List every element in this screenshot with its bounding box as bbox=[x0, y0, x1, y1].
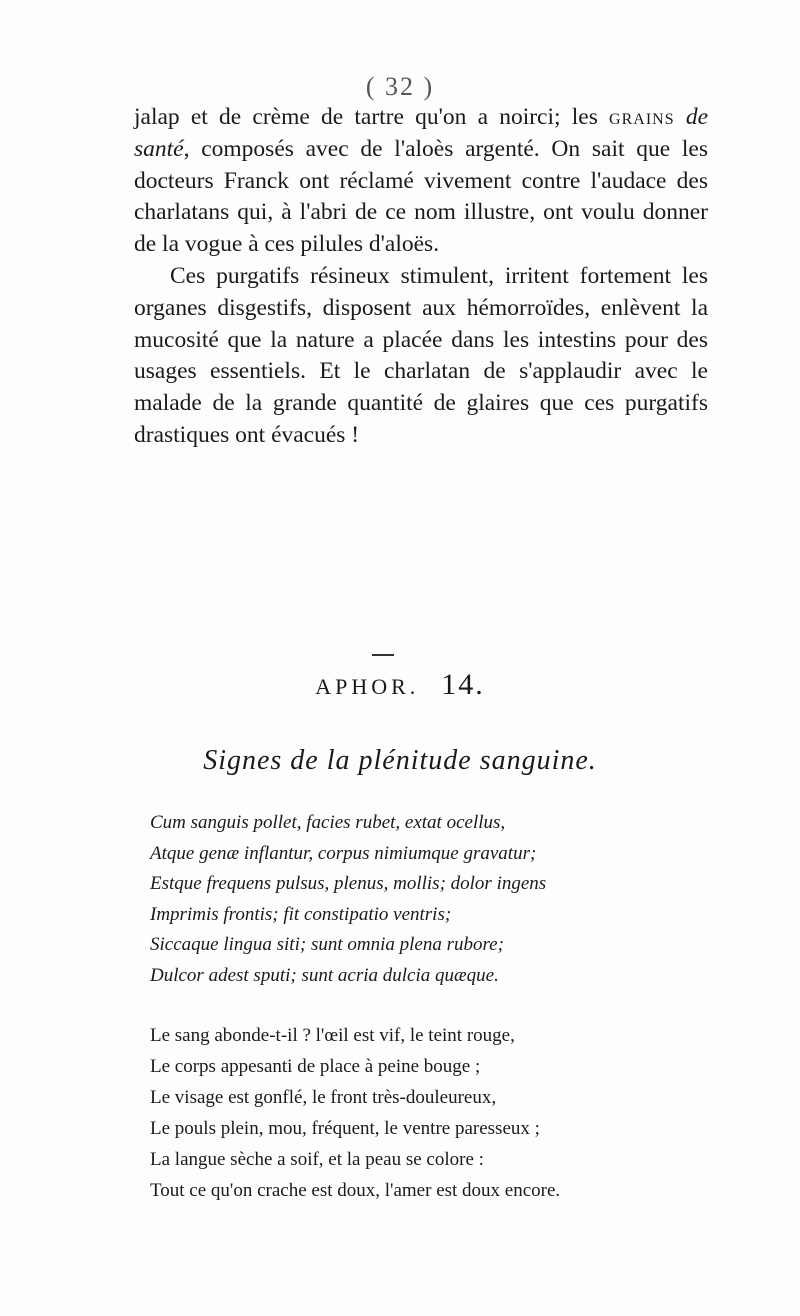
aphorism-heading bbox=[0, 668, 800, 702]
paragraph-1 bbox=[134, 102, 708, 261]
aphorism-number: 14. bbox=[441, 668, 485, 701]
french-line: Le corps appesanti de place à peine bouge ; bbox=[150, 1056, 481, 1077]
french-line: Le visage est gonflé, le front très-douleureux, bbox=[150, 1087, 497, 1108]
latin-line: Siccaque lingua siti; sunt omnia plena rubore; bbox=[150, 934, 504, 955]
latin-line: Imprimis frontis; fit constipatio ventris; bbox=[150, 903, 452, 925]
latin-line: Atque genæ inflantur, corpus nimiumque gravatur; bbox=[150, 842, 537, 864]
french-line: Le pouls plein, mou, fréquent, le ventre paresseux ; bbox=[150, 1118, 540, 1139]
paragraph-1-italic: de santé bbox=[134, 104, 708, 162]
paragraph-1-small-caps: grains bbox=[609, 104, 675, 130]
french-line: Le sang abonde-t-il ? l'œil est vif, le teint rouge, bbox=[150, 1025, 515, 1046]
prose-body bbox=[134, 102, 708, 452]
french-line: Tout ce qu'on crache est doux, l'amer est doux encore. bbox=[150, 1180, 561, 1201]
paragraph-1-lead: jalap et de crème de tartre qu'on a noirci; les bbox=[134, 104, 610, 130]
latin-line: Dulcor adest sputi; sunt acria dulcia quæque. bbox=[150, 964, 499, 986]
french-line: La langue sèche a soif, et la peau se colore : bbox=[150, 1149, 484, 1170]
section-title: Signes de la plénitude sanguine. bbox=[203, 745, 597, 776]
latin-line: Cum sanguis pollet, facies rubet, extat ocellus, bbox=[150, 812, 506, 833]
page-number: ( 32 ) bbox=[365, 72, 435, 101]
latin-verse bbox=[150, 808, 730, 991]
aphorism-label: APHOR. bbox=[315, 674, 420, 699]
section-divider bbox=[372, 654, 394, 656]
french-verse bbox=[150, 1020, 730, 1206]
paragraph-1-rest: , composés avec de l'aloès argenté. On sait que les docteurs Franck ont réclamé vivement contre l'audace des charlatans qui, à l'abri de ce nom illustre, ont voulu donner de la vogue à ces pilules d'aloës. bbox=[134, 135, 708, 258]
paragraph-2: Ces purgatifs résineux stimulent, irritent fortement les organes disgestifs, disposent aux hémorroïdes, enlèvent la mucosité que la nature a placée dans les intestins pour des usages essentiels. Et le charlatan de s'applaudir avec le malade de la grande quantité de glaires que ces purgatifs drastiques ont évacués ! bbox=[134, 262, 708, 448]
latin-line: Estque frequens pulsus, plenus, mollis; dolor ingens bbox=[150, 873, 547, 894]
